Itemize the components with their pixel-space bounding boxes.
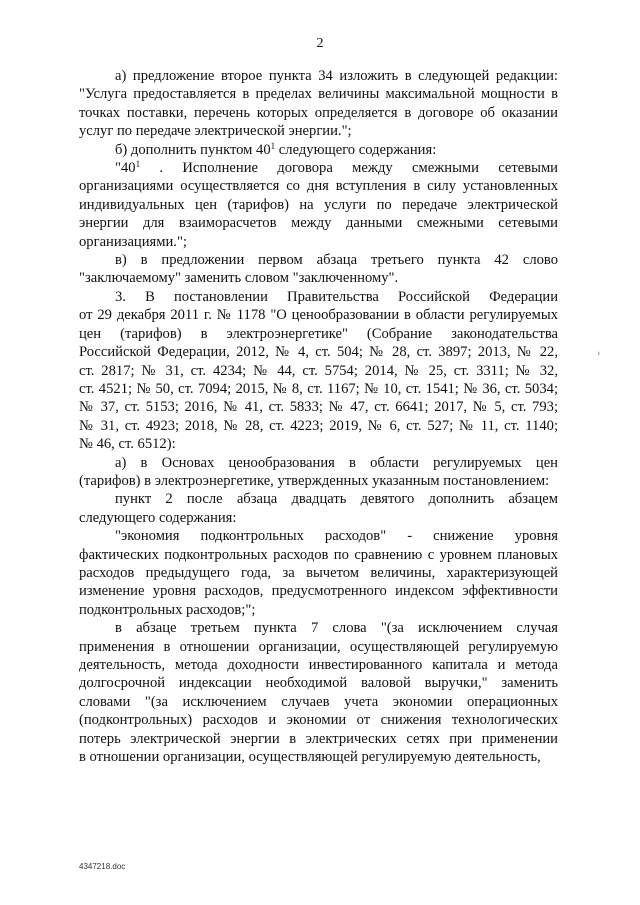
text-line: организациями осуществляется со дня вступления в силу установленных: [79, 178, 558, 195]
text-line: энергии для взаиморасчетов между данными смежными сетевыми: [79, 215, 558, 232]
text-line: "заключаемому" заменить словом "заключенному".: [79, 270, 399, 287]
text-line: 3. В постановлении Правительства Российской Федерации: [115, 288, 558, 305]
text-line: потерь электрической энергии в электрических сетях при применении: [79, 730, 558, 747]
page-number: 2: [316, 36, 324, 51]
text-line: № 37, ст. 5153; 2016, № 41, ст. 5833; № 47, ст. 6641; 2017, № 5, ст. 793;: [79, 399, 558, 416]
text-line: № 46, ст. 6512):: [79, 436, 176, 453]
text-line: "экономия подконтрольных расходов" - снижение уровня: [115, 528, 558, 545]
paragraph: [79, 141, 558, 159]
text-line: (тарифов) в электроэнергетике, утвержденных указанным постановлением:: [79, 472, 550, 489]
text-line: словами "(за исключением случаев учета экономии операционных: [79, 693, 558, 710]
text-line: ст. 4521; № 50, ст. 7094; 2015, № 8, ст. 1167; № 10, ст. 1541; № 36, ст. 5034;: [79, 380, 558, 397]
paragraph: [79, 490, 558, 527]
text-line: от 29 декабря 2011 г. № 1178 "О ценообразовании в области регулируемых: [79, 307, 558, 324]
paragraph: [79, 454, 558, 491]
text-line: в отношении организации, осуществляющей регулируемую деятельность,: [79, 749, 541, 766]
text-line: деятельность, метода доходности инвестированного капитала и метода: [79, 657, 558, 673]
text-line: б) дополнить пунктом $40^1$ следующего содержания:: [115, 140, 437, 158]
text-line: "Услуга предоставляется в пределах величины максимальной мощности в: [79, 86, 558, 103]
text-line: (подконтрольных) расходов и экономии от снижения технологических: [79, 712, 558, 729]
text-line: цен (тарифов) в электроэнергетике" (Собрание законодательства: [79, 325, 558, 342]
text-line: индивидуальных цен (тарифов) на услуги по передаче электрической: [79, 196, 558, 213]
text-line: долгосрочной индексации необходимой валовой выручки," заменить: [79, 675, 558, 692]
text-line: фактических подконтрольных расходов по сравнению с уровнем плановых: [79, 546, 558, 563]
text-line: № 31, ст. 4923; 2018, № 28, ст. 4223; 2019, № 6, ст. 527; № 11, ст. 1140;: [79, 417, 558, 434]
text-line: в абзаце третьем пункта 7 слова "(за исключением случая: [115, 620, 558, 637]
superscript: 1: [270, 140, 276, 151]
text-line: применения в отношении организации, осуществляющей регулируемую: [79, 638, 558, 655]
document-code: 4347218.doc: [79, 862, 126, 871]
text-line: организациями.";: [79, 233, 187, 250]
paragraph: [79, 288, 558, 454]
paragraph: [79, 619, 558, 766]
text-line: подконтрольных расходов;";: [79, 601, 256, 618]
text-line: пункт 2 после абзаца двадцать девятого дополнить абзацем: [115, 491, 558, 508]
text-line: следующего содержания:: [79, 509, 237, 526]
paragraph: [79, 67, 558, 141]
text-line: в) в предложении первом абзаца третьего пункта 42 слово: [115, 252, 558, 269]
margin-mark: ›: [597, 348, 601, 359]
text-line: расходов предыдущего года, за вычетом величины, характеризующей: [79, 564, 558, 581]
text-line: Российской Федерации, 2012, № 4, ст. 504; № 28, ст. 3897; 2013, № 22,: [79, 344, 558, 361]
text-line: а) предложение второе пункта 34 изложить в следующей редакции:: [115, 68, 558, 84]
document-body: [79, 67, 558, 766]
paragraph: [79, 527, 558, 619]
superscript: 1: [135, 159, 141, 170]
text-line: изменение уровня расходов, предусмотренного индексом эффективности: [79, 583, 558, 600]
text-line: а) в Основах ценообразования в области регулируемых цен: [115, 454, 558, 471]
paragraph: [79, 251, 558, 288]
text-line: "$40^1$ . Исполнение договора между смежными сетевыми: [115, 159, 558, 177]
text-line: услуг по передаче электрической энергии.";: [79, 123, 352, 140]
paragraph: [79, 159, 558, 251]
text-line: точках поставки, перечень которых определяется в договоре об оказании: [79, 104, 558, 121]
text-line: ст. 2817; № 31, ст. 4234; № 44, ст. 5754; 2014, № 25, ст. 3311; № 32,: [79, 362, 558, 379]
